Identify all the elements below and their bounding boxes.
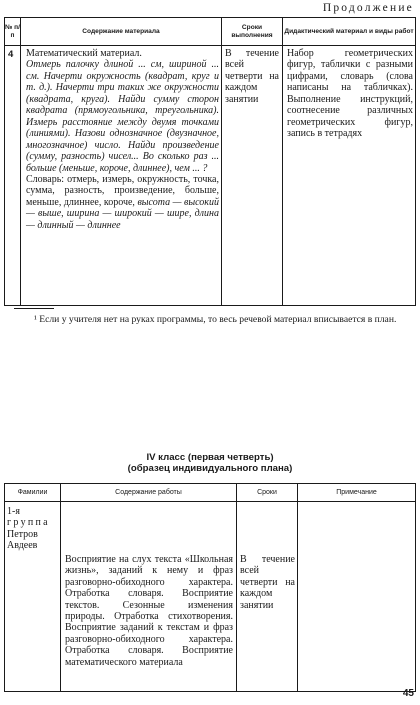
table-row: [5, 46, 416, 306]
table-header-row: [5, 18, 416, 46]
group-line1: 1-я: [7, 506, 20, 517]
section-heading: IV класс (первая четверть): [146, 452, 274, 463]
work-cell: Восприятие на слух текста «Школьная жизнь», заданий к нему и фраз разговорно-обиходного характера. Отработка словаря. Восприятие текстов. Сезонные изменения природы. Отработка стихотворения. Восприятие заданий к текстам и фраз разговорно-обиходного характера. Отработка словаря. Восприятие математического материала: [61, 502, 237, 692]
col-header-content: Содержание материала: [21, 18, 222, 46]
material-italic-text: Отмерь палочку длиной ... см, шириной ... см. Начерти окружность (квадрат, круг и т. д.). Начерти три таких же окружности (квадрата, круга). Найди сумму сторон квадрата (прямоугольника, треугольника). Измерь расстояние между двумя точками (линиями). Назови однозначное (двузначное, многозначное) число. Найди произведение (сумму, разность) чисел... Во сколько раз ... больше (меньше, короче, длиннее), чем ... ?: [26, 59, 219, 174]
table-header-row: [5, 484, 416, 502]
col-header-term: Сроки выполнения: [222, 18, 283, 46]
section-subheading: (образец индивидуального плана): [127, 463, 293, 474]
col-header-work: Содержание работы: [61, 484, 237, 502]
surnames-cell: [5, 502, 61, 692]
group-line2: группа: [7, 517, 50, 529]
material-dictionary: Словарь: отмерь, измерь, окружность, точка, сумма, разность, произведение, больше, меньше, длиннее, короче,: [26, 173, 219, 208]
continuation-label: Продолжение: [322, 2, 414, 14]
material-title: Математический материал.: [26, 48, 142, 59]
material-cell: [21, 46, 222, 306]
page-number: 45: [402, 688, 414, 699]
material-dictionary-italic: высота — высокий — выше, ширина — широкий — шире, длина — длинный — длиннее: [26, 196, 219, 231]
footnote: ¹ Если у учителя нет на руках программы, то весь речевой материал вписывается в план.: [34, 314, 397, 325]
row-number: 4: [5, 46, 21, 306]
term-cell: В течение всей четверти на каждом занятии: [222, 46, 283, 306]
col-header-number: № п/п: [5, 18, 21, 46]
term-cell: В течение всей четверти на каждом занятии: [237, 502, 298, 692]
didactic-cell: Набор геометрических фигур, таблички с разными цифрами, словарь (слова написаны на табличках). Выполнение инструкций, соотнесение различных геометрических фигур, запись в тетрадях: [283, 46, 416, 306]
col-header-term: Сроки: [237, 484, 298, 502]
plan-table-top: [4, 17, 416, 306]
student-name-1: Петров: [7, 528, 38, 540]
col-header-note: Примечание: [298, 484, 416, 502]
footnote-rule: [14, 308, 54, 309]
col-header-surnames: Фамилии: [5, 484, 61, 502]
table-row: [5, 502, 416, 692]
col-header-didactic: Дидактический материал и виды работ: [283, 18, 416, 46]
note-cell: [298, 502, 416, 692]
individual-plan-table: [4, 483, 416, 692]
student-name-2: Авдеев: [7, 540, 38, 552]
